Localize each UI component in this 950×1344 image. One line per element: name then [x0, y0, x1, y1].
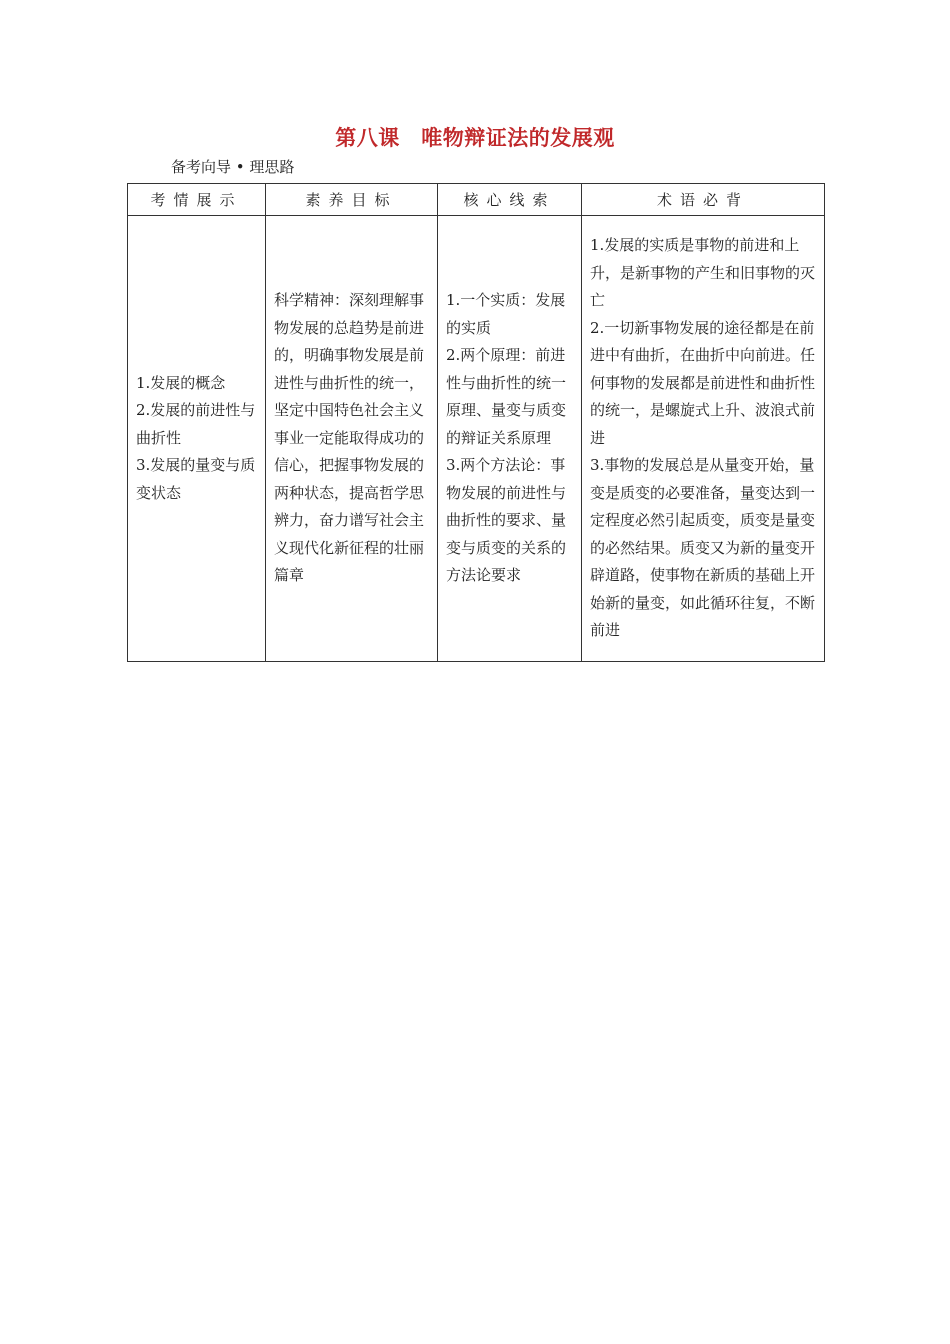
key-term-item: 3.事物的发展总是从量变开始，量变是质变的必要准备，量变达到一定程度必然引起质变，质变是量变的必然结果。质变又为新的量变开辟道路，使事物在新质的基础上开始新的量变，如此循环往复，不断前进 [590, 456, 816, 640]
exam-info-item: 2.发展的前进性与曲折性 [136, 401, 256, 447]
table-row [128, 216, 825, 662]
core-clue-item: 2.两个原理：前进性与曲折性的统一原理、量变与质变的辩证关系原理 [446, 346, 567, 447]
exam-info-item: 1.发展的概念 [136, 373, 226, 392]
key-term-item: 1.发展的实质是事物的前进和上升，是新事物的产生和旧事物的灭亡 [590, 236, 816, 310]
key-term-item: 2.一切新事物发展的途径都是在前进中有曲折，在曲折中向前进。任何事物的发展都是前进性和曲折性的统一，是螺旋式上升、波浪式前进 [590, 318, 816, 447]
literacy-goal-text: 科学精神：深刻理解事物发展的总趋势是前进的，明确事物发展是前进性与曲折性的统一，坚定中国特色社会主义事业一定能取得成功的信心，把握事物发展的两种状态，提高哲学思辨力，奋力谱写社会主义现代化新征程的壮丽篇章 [274, 291, 425, 585]
cell-exam-info [128, 216, 266, 662]
table-header-row [128, 184, 825, 216]
cell-core-clues [438, 216, 582, 662]
cell-key-terms [582, 216, 825, 662]
header-literacy-goal: 素养目标 [266, 184, 438, 216]
header-key-terms: 术语必背 [582, 184, 825, 216]
header-exam-info: 考情展示 [128, 184, 266, 216]
page-title: 第八课 唯物辩证法的发展观 [335, 125, 615, 150]
header-core-clues: 核心线索 [438, 184, 582, 216]
cell-literacy-goal [266, 216, 438, 662]
core-clue-item: 1.一个实质：发展的实质 [446, 291, 566, 337]
exam-info-item: 3.发展的量变与质变状态 [136, 456, 256, 502]
study-guide-table [127, 183, 825, 662]
section-label: 备考向导 • 理思路 [171, 158, 295, 176]
core-clue-item: 3.两个方法论：事物发展的前进性与曲折性的要求、量变与质变的关系的方法论要求 [446, 456, 567, 585]
